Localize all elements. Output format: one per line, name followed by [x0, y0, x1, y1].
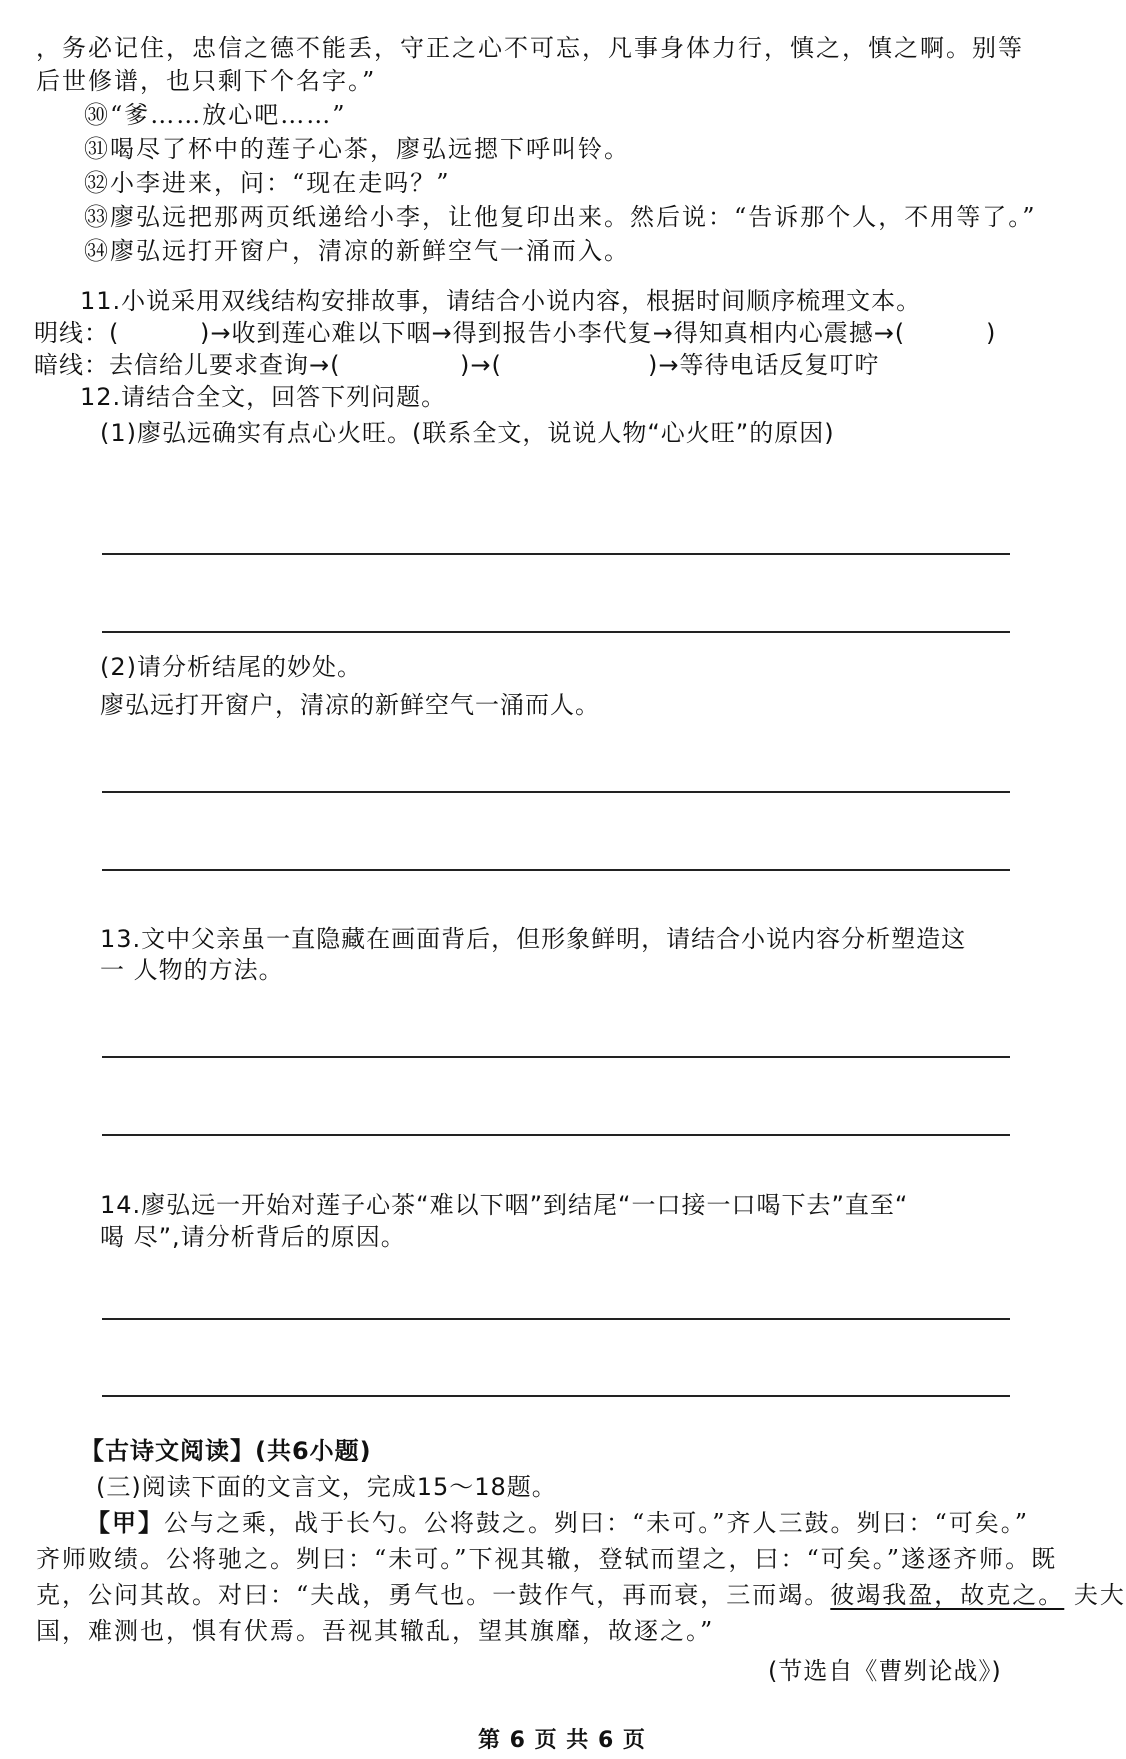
passage-text: 夫大: [1064, 1581, 1126, 1609]
answer-line[interactable]: [102, 1056, 1010, 1058]
classical-passage-line-4: 国，难测也，惧有伏焉。吾视其辙乱，望其旗靡，故逐之。”: [36, 1617, 715, 1645]
question-13-line-1: 13.文中父亲虽一直隐藏在画面背后，但形象鲜明，请结合小说内容分析塑造这: [100, 925, 967, 953]
question-12-part-2-quote: 廖弘远打开窗户，清凉的新鲜空气一涌而人。: [100, 691, 600, 719]
answer-line[interactable]: [102, 1395, 1010, 1397]
question-11-dark-line-label: 暗线：去信给儿要求查询→(: [34, 351, 341, 379]
underlined-sentence: 彼竭我盈，故克之。: [830, 1581, 1065, 1609]
answer-line[interactable]: [102, 1318, 1010, 1320]
story-line-2: 后世修谱，也只剩下个名字。”: [36, 67, 377, 95]
question-11-bright-line-middle: )→收到莲心难以下咽→得到报告小李代复→得知真相内心震撼→(: [200, 319, 906, 347]
question-14-line-1: 14.廖弘远一开始对莲子心茶“难以下咽”到结尾“一口接一口喝下去”直至“: [100, 1191, 909, 1219]
passage-text: 公与之乘，战于长勺。公将鼓之。刿曰：“未可。”齐人三鼓。刿曰：“可矣。”: [164, 1509, 1030, 1537]
question-11-bright-line-end: ): [986, 319, 997, 347]
answer-line[interactable]: [102, 869, 1010, 871]
classical-intro: (三)阅读下面的文言文，完成15～18题。: [96, 1473, 557, 1501]
passage-text: 克，公问其故。对曰：“夫战，勇气也。一鼓作气，再而衰，三而竭。: [36, 1581, 831, 1609]
page-number: 第 6 页 共 6 页: [478, 1728, 646, 1753]
story-paragraph-30: ㉚“爹……放心吧……”: [84, 101, 347, 129]
story-paragraph-33: ㉝廖弘远把那两页纸递给小李，让他复印出来。然后说：“告诉那个人，不用等了。”: [84, 203, 1037, 231]
answer-line[interactable]: [102, 791, 1010, 793]
question-14-line-2: 喝 尽”,请分析背后的原因。: [100, 1223, 406, 1251]
story-paragraph-34: ㉞廖弘远打开窗户，清凉的新鲜空气一涌而入。: [84, 237, 630, 265]
classical-passage-line-2: 齐师败绩。公将驰之。刿曰：“未可。”下视其辙，登轼而望之，曰：“可矣。”遂逐齐师。既: [36, 1545, 1058, 1573]
story-paragraph-32: ㉜小李进来，问：“现在走吗？”: [84, 169, 451, 197]
question-11-stem: 11.小说采用双线结构安排故事，请结合小说内容，根据时间顺序梳理文本。: [80, 287, 922, 315]
question-12-stem: 12.请结合全文，回答下列问题。: [80, 383, 447, 411]
story-line-1: ，务必记住，忠信之德不能丢，守正之心不可忘，凡事身体力行，慎之，慎之啊。别等: [36, 34, 1024, 62]
passage-source: (节选自《曹刿论战》): [768, 1657, 1002, 1685]
question-11-bright-line-label: 明线：(: [34, 319, 120, 347]
passage-jia-label: 【甲】: [86, 1508, 164, 1537]
question-12-part-1: (1)廖弘远确实有点心火旺。(联系全文，说说人物“心火旺”的原因): [100, 419, 835, 447]
question-11-dark-line-end: )→等待电话反复叮咛: [648, 351, 880, 379]
answer-line[interactable]: [102, 1134, 1010, 1136]
classical-passage-line-1: [86, 1508, 1029, 1538]
answer-line[interactable]: [102, 553, 1010, 555]
question-11-dark-line-middle: )→(: [460, 351, 502, 379]
question-12-part-2: (2)请分析结尾的妙处。: [100, 653, 362, 681]
classical-section-title: 【古诗文阅读】(共6小题): [80, 1437, 372, 1465]
classical-passage-line-3: [36, 1580, 1126, 1610]
story-paragraph-31: ㉛喝尽了杯中的莲子心茶，廖弘远摁下呼叫铃。: [84, 135, 630, 163]
question-13-line-2: 一 人物的方法。: [100, 956, 284, 984]
answer-line[interactable]: [102, 631, 1010, 633]
